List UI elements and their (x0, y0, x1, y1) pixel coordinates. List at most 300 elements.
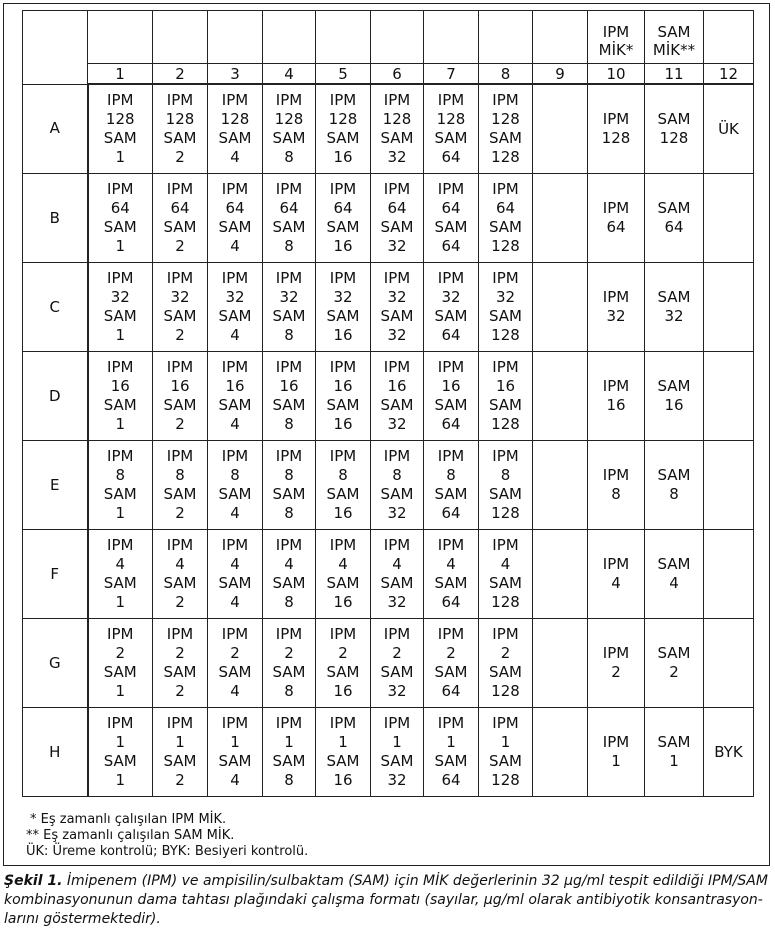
cell-text-line: 128 (491, 593, 520, 611)
cell-text-line: 32 (225, 288, 245, 306)
cell-text-line: SAM (272, 129, 306, 147)
plate-well (316, 174, 371, 263)
cell-text-line: IPM (437, 91, 465, 109)
plate-well (424, 352, 479, 441)
cell-text-line: SAM (434, 307, 468, 325)
cell-text-line: SAM (218, 485, 252, 503)
cell-text-line: IPM (383, 536, 411, 554)
plate-well (533, 530, 588, 619)
cell-text-line: IPM (602, 23, 630, 41)
caption-line-3: larını göstermektedir). (4, 911, 161, 927)
cell-text-line: 64 (333, 199, 353, 217)
cell-text-line: SAM (380, 218, 414, 236)
row-label: E (23, 441, 88, 530)
plate-row (23, 619, 754, 708)
plate-well (424, 263, 479, 352)
cell-text-line: IPM (275, 714, 303, 732)
plate-well (479, 174, 533, 263)
plate-well (424, 84, 479, 174)
cell-text-line: 2 (175, 504, 185, 522)
cell-text-line: IPM (166, 358, 194, 376)
cell-text-line: 8 (392, 466, 402, 484)
cell-text-line: 2 (446, 644, 456, 662)
plate-well (263, 174, 316, 263)
cell-text-line: 2 (175, 771, 185, 789)
cell-text-line: IPM (437, 269, 465, 287)
cell-text-line: 128 (165, 110, 195, 128)
cell-text-line: MİK** (652, 41, 696, 59)
plate-well (263, 708, 316, 797)
column-number: 9 (533, 64, 588, 85)
cell-text-line: SAM (272, 396, 306, 414)
plate-well (645, 441, 704, 530)
plate-well (704, 263, 754, 352)
cell-text-line: 64 (279, 199, 299, 217)
cell-text-line: 2 (338, 644, 348, 662)
cell-text-line: BYK (714, 742, 743, 761)
cell-text-line: SAM (434, 485, 468, 503)
plate-well (588, 174, 645, 263)
cell-text-line: 32 (387, 326, 407, 344)
cell-text-line: SAM (218, 396, 252, 414)
cell-text-line: 8 (338, 466, 348, 484)
cell-text-line: 32 (387, 148, 407, 166)
cell-text-line: IPM (492, 447, 519, 465)
plate-well (704, 84, 754, 174)
cell-text-line: IPM (602, 199, 630, 217)
plate-well (588, 352, 645, 441)
plate-row (23, 530, 754, 619)
plate-well (208, 708, 263, 797)
cell-text-line: IPM (107, 447, 134, 465)
cell-text-line: 4 (392, 555, 402, 573)
plate-well (588, 84, 645, 174)
plate-well (533, 84, 588, 174)
cell-text-line: 128 (105, 110, 135, 128)
plate-well (263, 84, 316, 174)
cell-text-line: 2 (284, 644, 294, 662)
cell-text-line: 1 (115, 415, 126, 433)
cell-text-line: SAM (380, 752, 414, 770)
cell-text-line: 1 (115, 148, 126, 166)
cell-text-line: 2 (175, 148, 185, 166)
cell-text-line: 4 (611, 574, 621, 592)
cell-text-line: 16 (333, 415, 353, 433)
footnote-sam: ** Eş zamanlı çalışılan SAM MİK. (26, 828, 235, 843)
cell-text-line: SAM (218, 129, 252, 147)
cell-text-line: IPM (492, 536, 519, 554)
ipm-mic-header (588, 11, 645, 64)
cell-text-line: 8 (500, 466, 511, 484)
cell-text-line: 64 (170, 199, 190, 217)
cell-text-line: IPM (275, 447, 303, 465)
plate-well (588, 530, 645, 619)
cell-text-line: SAM (218, 307, 252, 325)
column-number: 12 (704, 64, 754, 85)
cell-text-line: 16 (333, 504, 353, 522)
plate-well (424, 708, 479, 797)
cell-text-line: 32 (279, 288, 299, 306)
plate-well (704, 619, 754, 708)
caption-line-2: kombinasyonunun dama tahtası plağındaki çalışma formatı (sayılar, µg/ml olarak antibiyotik konsantrasyon- (4, 892, 763, 908)
plate-row (23, 84, 754, 174)
column-number: 7 (424, 64, 479, 85)
cell-text-line: 4 (284, 555, 294, 573)
cell-text-line: 8 (284, 466, 294, 484)
cell-text-line: SAM (272, 752, 306, 770)
top-header-cell (153, 11, 208, 64)
cell-text-line: 2 (115, 644, 126, 662)
cell-text-line: 8 (284, 593, 294, 611)
cell-text-line: IPM (383, 447, 411, 465)
cell-text-line: 8 (611, 485, 621, 503)
plate-well (533, 263, 588, 352)
plate-well (208, 263, 263, 352)
cell-text-line: 2 (175, 682, 185, 700)
cell-text-line: SAM (163, 396, 197, 414)
row-label: H (23, 708, 88, 797)
cell-text-line: IPM (602, 288, 630, 306)
cell-text-line: IPM (166, 714, 194, 732)
cell-text-line: 64 (441, 771, 461, 789)
cell-text-line: 64 (441, 682, 461, 700)
cell-text-line: 32 (387, 415, 407, 433)
cell-text-line: 8 (284, 326, 294, 344)
plate-well (153, 352, 208, 441)
cell-text-line: SAM (326, 396, 360, 414)
plate-well (88, 263, 153, 352)
cell-text-line: SAM (103, 218, 137, 236)
cell-text-line: 16 (441, 377, 461, 395)
cell-text-line: IPM (602, 110, 630, 128)
plate-well (153, 263, 208, 352)
cell-text-line: SAM (218, 218, 252, 236)
plate-well (153, 441, 208, 530)
cell-text-line: 8 (284, 504, 294, 522)
checkerboard-plate-table (22, 10, 754, 797)
cell-text-line: IPM (221, 536, 249, 554)
plate-well (153, 84, 208, 174)
plate-well (645, 530, 704, 619)
cell-text-line: IPM (275, 625, 303, 643)
plate-row (23, 441, 754, 530)
cell-text-line: 128 (491, 504, 520, 522)
cell-text-line: IPM (383, 625, 411, 643)
cell-text-line: 64 (441, 415, 461, 433)
plate-well (208, 441, 263, 530)
cell-text-line: IPM (329, 714, 357, 732)
cell-text-line: SAM (163, 307, 197, 325)
cell-text-line: IPM (166, 625, 194, 643)
cell-text-line: 1 (115, 504, 126, 522)
cell-text-line: 32 (387, 682, 407, 700)
cell-text-line: IPM (107, 91, 134, 109)
cell-text-line: 4 (338, 555, 348, 573)
corner-cell (23, 11, 88, 85)
cell-text-line: SAM (488, 396, 522, 414)
plate-well (424, 619, 479, 708)
cell-text-line: SAM (434, 129, 468, 147)
plate-well (479, 263, 533, 352)
top-header-cell (479, 11, 533, 64)
cell-text-line: 4 (446, 555, 456, 573)
cell-text-line: 2 (175, 644, 185, 662)
cell-text-line: 16 (333, 237, 353, 255)
column-number: 3 (208, 64, 263, 85)
plate-well (704, 530, 754, 619)
cell-text-line: IPM (383, 91, 411, 109)
cell-text-line: IPM (437, 714, 465, 732)
column-number: 1 (88, 64, 153, 85)
cell-text-line: IPM (602, 466, 630, 484)
cell-text-line: SAM (326, 752, 360, 770)
cell-text-line: 4 (175, 555, 185, 573)
cell-text-line: SAM (103, 307, 137, 325)
cell-text-line: SAM (272, 485, 306, 503)
cell-text-line: IPM (602, 644, 630, 662)
cell-text-line: 16 (387, 377, 407, 395)
cell-text-line: SAM (488, 752, 522, 770)
cell-text-line: IPM (221, 447, 249, 465)
cell-text-line: 64 (387, 199, 407, 217)
cell-text-line: 32 (333, 288, 353, 306)
footnote-controls: ÜK: Üreme kontrolü; BYK: Besiyeri kontrolü. (26, 844, 309, 859)
cell-text-line: SAM (380, 485, 414, 503)
plate-well (88, 530, 153, 619)
cell-text-line: 16 (333, 148, 353, 166)
caption-line-1: İmipenem (IPM) ve ampisilin/sulbaktam (SAM) için MİK değerlerinin 32 µg/ml tespit edildiği IPM/SAM (66, 873, 768, 889)
plate-well (153, 174, 208, 263)
cell-text-line: 1 (284, 733, 294, 751)
cell-text-line: 128 (601, 129, 631, 147)
cell-text-line: 128 (491, 148, 520, 166)
cell-text-line: 32 (387, 504, 407, 522)
cell-text-line: 8 (284, 682, 294, 700)
cell-text-line: 16 (170, 377, 190, 395)
cell-text-line: 16 (225, 377, 245, 395)
plate-well (88, 352, 153, 441)
plate-well (316, 84, 371, 174)
plate-well (424, 530, 479, 619)
plate-well (424, 174, 479, 263)
cell-text-line: SAM (272, 307, 306, 325)
cell-text-line: 64 (441, 504, 461, 522)
plate-well (263, 352, 316, 441)
plate-well (208, 84, 263, 174)
cell-text-line: SAM (380, 307, 414, 325)
cell-text-line: SAM (163, 752, 197, 770)
cell-text-line: SAM (657, 110, 691, 128)
cell-text-line: SAM (272, 663, 306, 681)
cell-text-line: 4 (230, 148, 240, 166)
cell-text-line: 1 (338, 733, 348, 751)
cell-text-line: 1 (115, 733, 126, 751)
cell-text-line: 2 (669, 663, 679, 681)
cell-text-line: 2 (175, 326, 185, 344)
cell-text-line: 128 (491, 237, 520, 255)
cell-text-line: SAM (657, 23, 691, 41)
cell-text-line: 16 (606, 396, 626, 414)
cell-text-line: IPM (492, 91, 519, 109)
cell-text-line: IPM (383, 358, 411, 376)
column-number: 8 (479, 64, 533, 85)
footnotes (26, 812, 308, 860)
cell-text-line: 4 (230, 415, 240, 433)
cell-text-line: 8 (284, 771, 294, 789)
cell-text-line: IPM (275, 91, 303, 109)
cell-text-line: IPM (107, 358, 134, 376)
cell-text-line: 16 (333, 682, 353, 700)
cell-text-line: 4 (115, 555, 126, 573)
plate-well (588, 619, 645, 708)
top-header-cell (533, 11, 588, 64)
cell-text-line: 1 (500, 733, 511, 751)
cell-text-line: IPM (107, 180, 134, 198)
plate-well (645, 84, 704, 174)
plate-well (371, 263, 424, 352)
cell-text-line: 16 (333, 593, 353, 611)
cell-text-line: 4 (230, 326, 240, 344)
cell-text-line: 16 (495, 377, 516, 395)
cell-text-line: 4 (230, 555, 240, 573)
cell-text-line: SAM (434, 396, 468, 414)
plate-well (645, 619, 704, 708)
plate-well (208, 530, 263, 619)
cell-text-line: IPM (383, 714, 411, 732)
plate-well (704, 708, 754, 797)
cell-text-line: 128 (382, 110, 412, 128)
cell-text-line: 2 (175, 593, 185, 611)
cell-text-line: 32 (495, 288, 516, 306)
cell-text-line: SAM (326, 574, 360, 592)
cell-text-line: SAM (218, 574, 252, 592)
cell-text-line: 1 (115, 682, 126, 700)
plate-well (533, 619, 588, 708)
plate-well (88, 619, 153, 708)
cell-text-line: 32 (170, 288, 190, 306)
cell-text-line: IPM (602, 555, 630, 573)
figure-caption (4, 872, 772, 929)
cell-text-line: 128 (328, 110, 358, 128)
cell-text-line: 1 (611, 752, 621, 770)
cell-text-line: SAM (380, 396, 414, 414)
plate-well (704, 352, 754, 441)
cell-text-line: 4 (669, 574, 679, 592)
cell-text-line: 4 (500, 555, 511, 573)
cell-text-line: SAM (657, 288, 691, 306)
cell-text-line: 128 (220, 110, 250, 128)
cell-text-line: SAM (434, 218, 468, 236)
cell-text-line: SAM (272, 218, 306, 236)
cell-text-line: IPM (329, 91, 357, 109)
cell-text-line: 8 (230, 466, 240, 484)
plate-row (23, 708, 754, 797)
cell-text-line: 2 (230, 644, 240, 662)
cell-text-line: 16 (333, 377, 353, 395)
cell-text-line: 8 (669, 485, 679, 503)
plate-well (263, 441, 316, 530)
top-header-cell (424, 11, 479, 64)
cell-text-line: SAM (380, 574, 414, 592)
plate-well (645, 352, 704, 441)
row-label: B (23, 174, 88, 263)
cell-text-line: 1 (115, 593, 126, 611)
cell-text-line: IPM (107, 536, 134, 554)
cell-text-line: IPM (329, 447, 357, 465)
cell-text-line: SAM (103, 663, 137, 681)
cell-text-line: 16 (279, 377, 299, 395)
cell-text-line: 16 (664, 396, 684, 414)
cell-text-line: IPM (107, 269, 134, 287)
cell-text-line: SAM (326, 218, 360, 236)
cell-text-line: SAM (103, 752, 137, 770)
plate-well (479, 84, 533, 174)
plate-well (371, 84, 424, 174)
cell-text-line: 1 (115, 326, 126, 344)
cell-text-line: IPM (437, 625, 465, 643)
top-header-cell (263, 11, 316, 64)
cell-text-line: 32 (387, 771, 407, 789)
cell-text-line: SAM (434, 663, 468, 681)
plate-well (645, 174, 704, 263)
plate-well (533, 441, 588, 530)
cell-text-line: 2 (392, 644, 402, 662)
cell-text-line: IPM (492, 714, 519, 732)
cell-text-line: SAM (163, 663, 197, 681)
cell-text-line: SAM (326, 663, 360, 681)
cell-text-line: SAM (657, 199, 691, 217)
cell-text-line: 2 (611, 663, 621, 681)
cell-text-line: 4 (230, 504, 240, 522)
cell-text-line: 32 (387, 288, 407, 306)
plate-well (88, 174, 153, 263)
cell-text-line: 32 (387, 237, 407, 255)
cell-text-line: SAM (488, 663, 522, 681)
cell-text-line: IPM (221, 714, 249, 732)
cell-text-line: 64 (441, 326, 461, 344)
plate-well (371, 708, 424, 797)
cell-text-line: IPM (383, 180, 411, 198)
cell-text-line: SAM (326, 129, 360, 147)
cell-text-line: IPM (437, 180, 465, 198)
plate-well (645, 263, 704, 352)
column-number: 4 (263, 64, 316, 85)
sam-mic-header (645, 11, 704, 64)
plate-well (479, 619, 533, 708)
cell-text-line: 32 (110, 288, 130, 306)
cell-text-line: SAM (488, 129, 522, 147)
cell-text-line: SAM (103, 129, 137, 147)
cell-text-line: SAM (657, 644, 691, 662)
cell-text-line: 1 (175, 733, 185, 751)
row-label: D (23, 352, 88, 441)
cell-text-line: 64 (110, 199, 130, 217)
row-label: G (23, 619, 88, 708)
plate-well (533, 174, 588, 263)
cell-text-line: 2 (175, 237, 185, 255)
top-header-cell (316, 11, 371, 64)
cell-text-line: IPM (329, 180, 357, 198)
cell-text-line: 64 (606, 218, 626, 236)
plate-well (479, 708, 533, 797)
plate-well (588, 263, 645, 352)
plate-well (533, 708, 588, 797)
cell-text-line: 128 (491, 326, 520, 344)
plate-well (645, 708, 704, 797)
cell-text-line: 16 (110, 377, 130, 395)
plate-well (88, 708, 153, 797)
cell-text-line: 4 (230, 682, 240, 700)
